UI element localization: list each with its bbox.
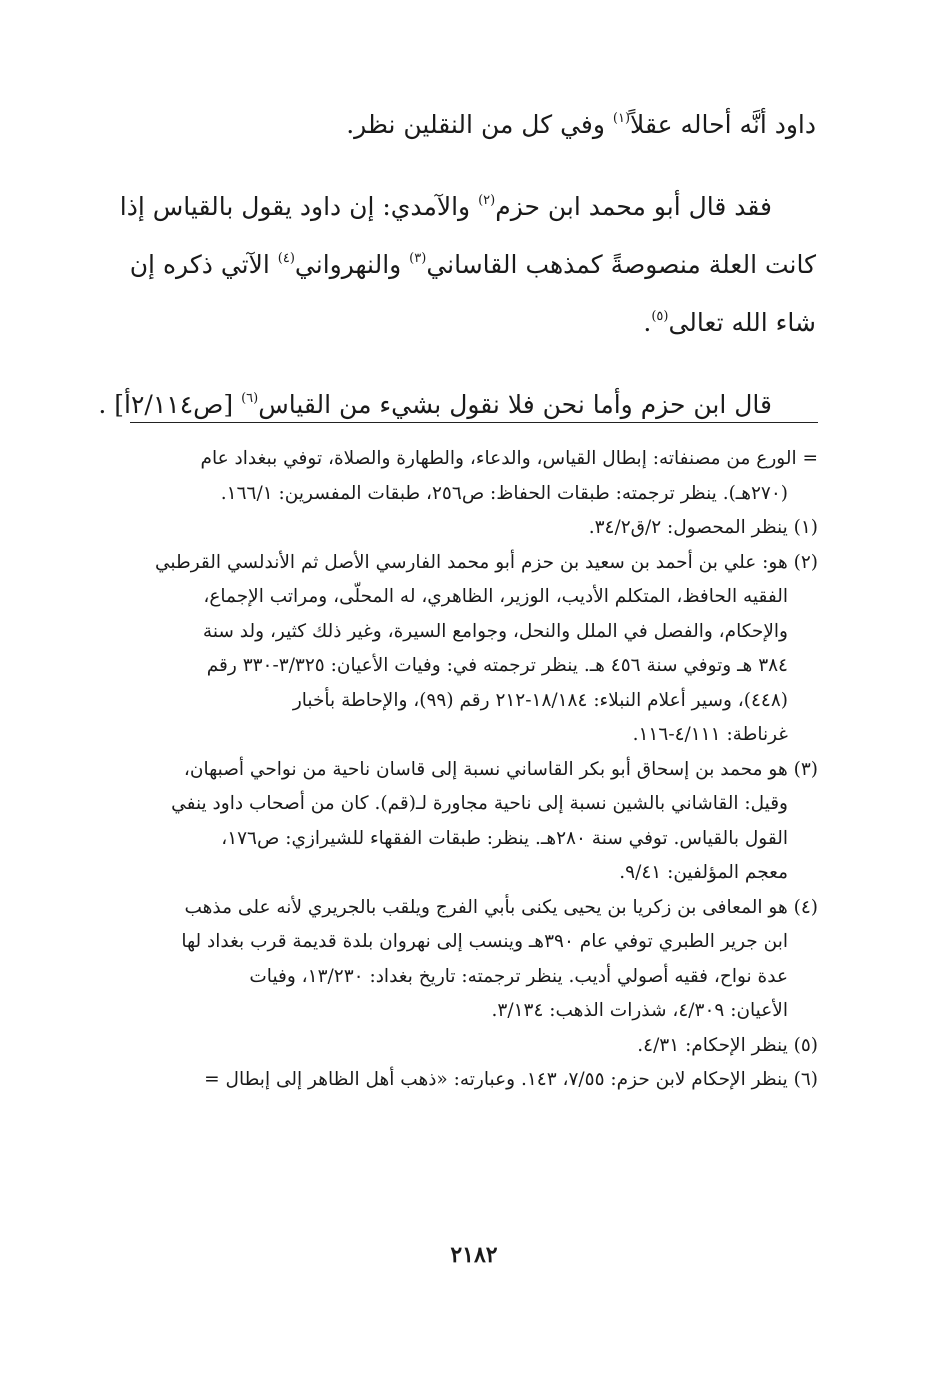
footnote-ref-6[interactable]: (٦)	[241, 391, 259, 406]
paragraph-3-line-1: قال ابن حزم وأما نحن فلا نقول بشيء من القياس$^{(٦)}$ [ص٢/١١٤أ] .	[98, 390, 772, 419]
footnote-5: (٥) ينظر الإحكام: ٤/٣١.	[637, 1034, 818, 1056]
paragraph-2-line-1: فقد قال أبو محمد ابن حزم$^{(٢)}$ والآمدي: إن داود يقول بالقياس إذا	[119, 192, 772, 221]
main-text	[98, 96, 816, 434]
footnotes	[128, 442, 818, 1098]
page-number: ٢١٨٢	[450, 1242, 498, 1268]
paragraph-2-line-2: كانت العلة منصوصةً كمذهب القاساني$^{(٣)}$ والنهرواني$^{(٤)}$ الآتي ذكره إن	[129, 250, 816, 279]
footnote-6: (٦) ينظر الإحكام لابن حزم: ٧/٥٥، ١٤٣. وعبارته: «ذهب أهل الظاهر إلى إبطال =	[204, 1069, 818, 1090]
footnote-ref-2[interactable]: (٢)	[478, 193, 496, 208]
footnote-continued: = الورع من مصنفاته: إبطال القياس، والدعاء، والطهارة والصلاة، توفي ببغداد عام (٢٧٠هـ). ينظر ترجمته: طبقات الحفاظ: ص٢٥٦، طبقات المفسرين: ١٦٦/١.	[200, 448, 818, 504]
paragraph-gap	[128, 154, 816, 178]
footnote-ref-5[interactable]: (٥)	[651, 309, 669, 324]
paragraph-3	[98, 376, 816, 434]
paragraph-2	[119, 178, 816, 352]
footnote-ref-3[interactable]: (٣)	[409, 251, 427, 266]
footnote-ref-1[interactable]: (١)	[612, 111, 631, 126]
footnote-4: (٤) هو المعافى بن زكريا بن يحيى يكنى بأبي الفرج ويلقب بالجريري لأنه على مذهب ابن جرير الطبري توفي عام ٣٩٠هـ وينسب إلى نهروان بلدة قديمة قرب بغداد لها عدة نواح، فقيه أصولي أديب. ينظر ترجمته: تاريخ بغداد: ١٣/٢٣٠، وفيات الأعيان: ٤/٣٠٩، شذرات الذهب: ٣/١٣٤.	[181, 896, 818, 1021]
footnote-2: (٢) هو: علي بن أحمد بن سعيد بن حزم أبو محمد الفارسي الأصل ثم الأندلسي القرطبي الفقيه الحافظ، المتكلم الأديب، الوزير، الظاهري، له المحلّى، ومراتب الإجماع، والإحكام، والفصل في الملل والنحل، وجوامع السيرة، وغير ذلك كثير، ولد سنة ٣٨٤ هـ وتوفي سنة ٤٥٦ هـ. ينظر ترجمته في: وفيات الأعيان: ٣/٣٢٥-٣٣٠ رقم (٤٤٨)، وسير أعلام النبلاء: ١٨/١٨٤-٢١٢ رقم (٩٩)، والإحاطة بأخبار غرناطة: ٤/١١١-١١٦.	[155, 551, 818, 745]
footnote-ref-4[interactable]: (٤)	[277, 251, 295, 266]
paragraph-2-line-3: شاء الله تعالى$^{(٥)}$.	[643, 308, 816, 337]
footnote-separator	[130, 422, 818, 423]
paragraph-1-line-1: داود أنَّه أحاله عقلاً$^{(١)}$ وفي كل من النقلين نظر.	[346, 110, 816, 139]
paragraph-1	[128, 96, 816, 154]
paragraph-gap	[128, 352, 816, 376]
footnote-3: (٣) هو محمد بن إسحاق أبو بكر القاساني نسبة إلى قاسان ناحية من نواحي أصبهان، وقيل: القاشاني بالشين نسبة إلى ناحية مجاورة لـ(قم). كان من أصحاب داود ينفي القول بالقياس. توفي سنة ٢٨٠هـ. ينظر: طبقات الفقهاء للشيرازي: ص١٧٦، معجم المؤلفين: ٩/٤١.	[171, 758, 818, 883]
footnote-1: (١) ينظر المحصول: ٢/ق٣٤/٢.	[588, 517, 818, 538]
